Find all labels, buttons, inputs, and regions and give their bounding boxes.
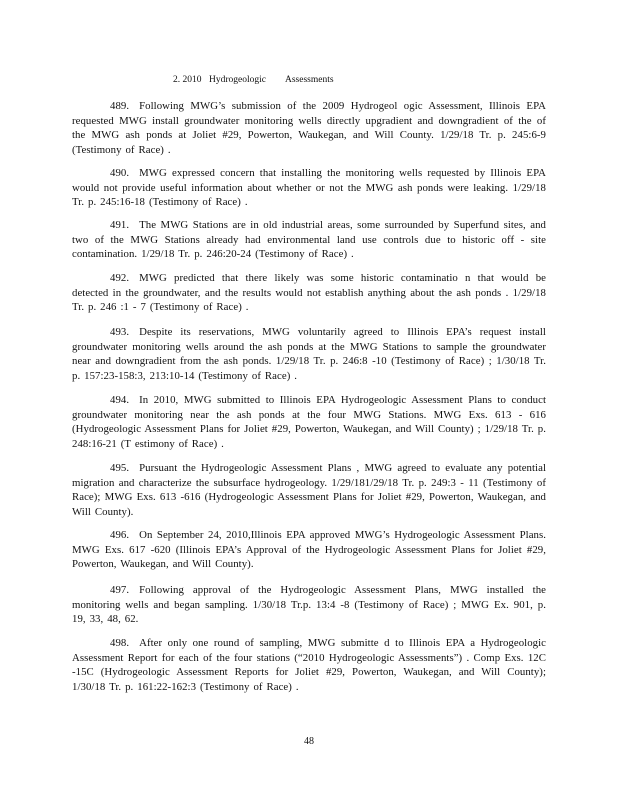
paragraph-number: 494.: [110, 394, 130, 406]
paragraph-496: [72, 528, 546, 572]
section-heading-number: 2. 2010: [173, 75, 202, 85]
paragraph-491: [72, 218, 546, 262]
paragraph-number: 495.: [110, 462, 130, 474]
paragraph-text: Following MWG’s submission of the 2009 Hydrogeol ogic Assessment, Illinois EPA requested MWG install groundwater monitoring wells directly upgradient and downgradient of the of the MWG ash ponds at Joliet #29, Powerton, Waukegan, and Will County. 1/29/18 Tr. p. 245:6-9 (Testimony of Race) .: [72, 100, 546, 156]
paragraph-text: Following approval of the Hydrogeologic Assessment Plans, MWG installed the monitoring wells and began sampling. 1/30/18 Tr.p. 13:4 -8 (Testimony of Race) ; MWG Ex. 901, p. 19, 33, 48, 62.: [72, 584, 546, 626]
paragraph-490: [72, 166, 546, 210]
paragraph-text: The MWG Stations are in old industrial areas, some surrounded by Superfund sites, and two of the MWG Stations already had environmental land use controls due to historic off - site contamination. 1/29/18 Tr. p. 246:20-24 (Testimony of Race) .: [72, 219, 546, 261]
section-heading-part1: Hydrogeologic: [209, 75, 266, 85]
paragraph-number: 491.: [110, 219, 130, 231]
paragraph-text: Despite its reservations, MWG voluntarily agreed to Illinois EPA’s request install groundwater monitoring wells around the ash ponds at the MWG Stations to sample the groundwater near and downgradient from the ash ponds. 1/29/18 Tr. p. 246:8 -10 (Testimony of Race) ; 1/30/18 Tr. p. 157:23-158:3, 213:10-14 (Testimony of Race) .: [72, 326, 546, 382]
paragraph-number: 489.: [110, 100, 130, 112]
paragraph-494: [72, 393, 546, 451]
paragraph-text: After only one round of sampling, MWG submitte d to Illinois EPA a Hydrogeologic Assessment Report for each of the four stations (“2010 Hydrogeologic Assessments”) . Comp Exs. 12C -15C (Hydrogeologic Assessment Reports for Joliet #29, Powerton, Waukegan, and Will County); 1/30/18 Tr. p. 161:22-162:3 (Testimony of Race) .: [72, 637, 546, 693]
paragraph-493: [72, 325, 546, 383]
paragraph-text: On September 24, 2010,Illinois EPA approved MWG’s Hydrogeologic Assessment Plans. MWG Exs. 617 -620 (Illinois EPA’s Approval of the Hydrogeologic Assessment Plans for Joliet #29, Powerton, Waukegan, and Will County).: [72, 529, 546, 571]
section-heading-part2: Assessments: [285, 75, 334, 85]
paragraph-number: 496.: [110, 529, 130, 541]
paragraph-492: [72, 271, 546, 315]
paragraph-text: MWG expressed concern that installing the monitoring wells requested by Illinois EPA would not provide useful information about whether or not the MWG ash ponds were leaking. 1/29/18 Tr. p. 245:16-18 (Testimony of Race) .: [72, 167, 546, 209]
paragraph-text: In 2010, MWG submitted to Illinois EPA Hydrogeologic Assessment Plans to conduct groundwater monitoring near the ash ponds at the four MWG Stations. MWG Exs. 613 - 616 (Hydrogeologic Assessment Plans for Joliet #29, Powerton, Waukegan, and Will County) ; 1/29/18 Tr. p. 248:16-21 (T estimony of Race) .: [72, 394, 546, 450]
page-number: 48: [304, 736, 314, 747]
paragraph-number: 493.: [110, 326, 130, 338]
paragraph-text: Pursuant the Hydrogeologic Assessment Plans , MWG agreed to evaluate any potential migration and characterize the subsurface hydrogeology. 1/29/181/29/18 Tr. p. 249:3 - 11 (Testimony of Race); MWG Exs. 613 -616 (Hydrogeologic Assessment Plans for Joliet #29, Powerton, Waukegan, and Will County).: [72, 462, 546, 518]
paragraph-number: 497.: [110, 584, 130, 596]
paragraph-489: [72, 99, 546, 157]
paragraph-number: 490.: [110, 167, 130, 179]
paragraph-497: [72, 583, 546, 627]
paragraph-498: [72, 636, 546, 694]
paragraph-number: 498.: [110, 637, 130, 649]
paragraph-495: [72, 461, 546, 519]
paragraph-number: 492.: [110, 272, 130, 284]
paragraph-text: MWG predicted that there likely was some historic contaminatio n that would be detected in the groundwater, and the results would not establish anything about the ash ponds . 1/29/18 Tr. p. 246 :1 - 7 (Testimony of Race) .: [72, 272, 546, 314]
